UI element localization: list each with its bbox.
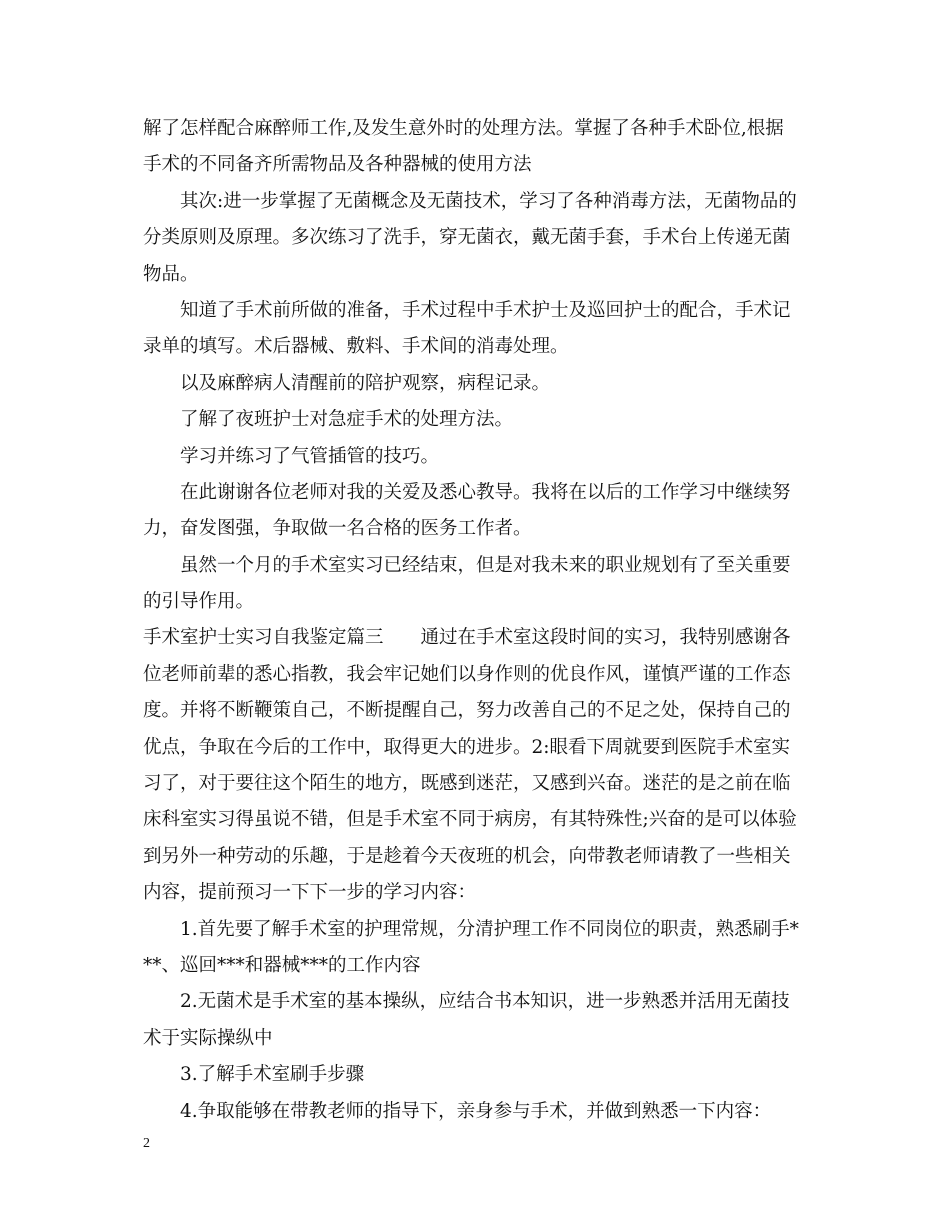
text-line: 其次:进一步掌握了无菌概念及无菌技术，学习了各种消毒方法，无菌物品的: [180, 190, 797, 212]
text-line: 以及麻醉病人清醒前的陪护观察，病程记录。: [180, 372, 551, 394]
text-line: 内容，提前预习一下下一步的学习内容：: [143, 882, 477, 904]
text-line: 1.首先要了解手术室的护理常规，分清护理工作不同岗位的职责，熟悉刷手*: [180, 918, 799, 940]
text-line: 2.无菌术是手术室的基本操纵，应结合书本知识，进一步熟悉并活用无菌技: [180, 991, 790, 1013]
text-line: 分类原则及原理。多次练习了洗手，穿无菌衣，戴无菌手套，手术台上传递无菌: [143, 227, 791, 249]
text-line: 4.争取能够在带教老师的指导下，亲身参与手术，并做到熟悉一下内容：: [180, 1100, 772, 1122]
text-line: 物品。: [143, 263, 199, 285]
text-line: **、巡回***和器械***的工作内容: [143, 954, 421, 976]
text-line: 解了怎样配合麻醉师工作,及发生意外时的处理方法。掌握了各种手术卧位,根据: [143, 118, 784, 139]
text-line: 录单的填写。术后器械、敷料、手术间的消毒处理。: [143, 336, 569, 358]
text-line: 习了，对于要往这个陌生的地方，既感到迷茫，又感到兴奋。迷茫的是之前在临: [143, 773, 791, 795]
text-line: 术于实际操纵中: [143, 1027, 273, 1049]
text-line: 位老师前辈的悉心指教，我会牢记她们以身作则的优良作风，谨慎严谨的工作态: [143, 663, 791, 685]
text-line: 手术的不同备齐所需物品及各种器械的使用方法: [143, 154, 532, 176]
text-line: 度。并将不断鞭策自己，不断提醒自己，努力改善自己的不足之处，保持自己的: [143, 700, 791, 722]
text-line: 力，奋发图强，争取做一名合格的医务工作者。: [143, 518, 532, 540]
text-line: 学习并练习了气管插管的技巧。: [180, 445, 440, 467]
text-line: 优点，争取在今后的工作中，取得更大的进步。2:眼看下周就要到医院手术室实: [143, 736, 791, 758]
document-body: [143, 111, 815, 1130]
text-line: 手术室护士实习自我鉴定篇三 通过在手术室这段时间的实习，我特别感谢各: [143, 627, 791, 649]
text-line: 床科室实习得虽说不错，但是手术室不同于病房，有其特殊性;兴奋的是可以体验: [143, 809, 797, 831]
page-number: 2: [143, 1136, 150, 1151]
text-line: 到另外一种劳动的乐趣，于是趁着今天夜班的机会，向带教老师请教了一些相关: [143, 845, 791, 867]
text-line: 了解了夜班护士对急症手术的处理方法。: [180, 409, 514, 431]
text-line: 的引导作用。: [143, 591, 255, 613]
text-line: 虽然一个月的手术室实习已经结束，但是对我未来的职业规划有了至关重要: [180, 554, 791, 576]
text-line: 3.了解手术室刷手步骤: [180, 1064, 365, 1086]
text-line: 知道了手术前所做的准备，手术过程中手术护士及巡回护士的配合，手术记: [180, 299, 791, 321]
text-line: 在此谢谢各位老师对我的关爱及悉心教导。我将在以后的工作学习中继续努: [180, 481, 791, 503]
